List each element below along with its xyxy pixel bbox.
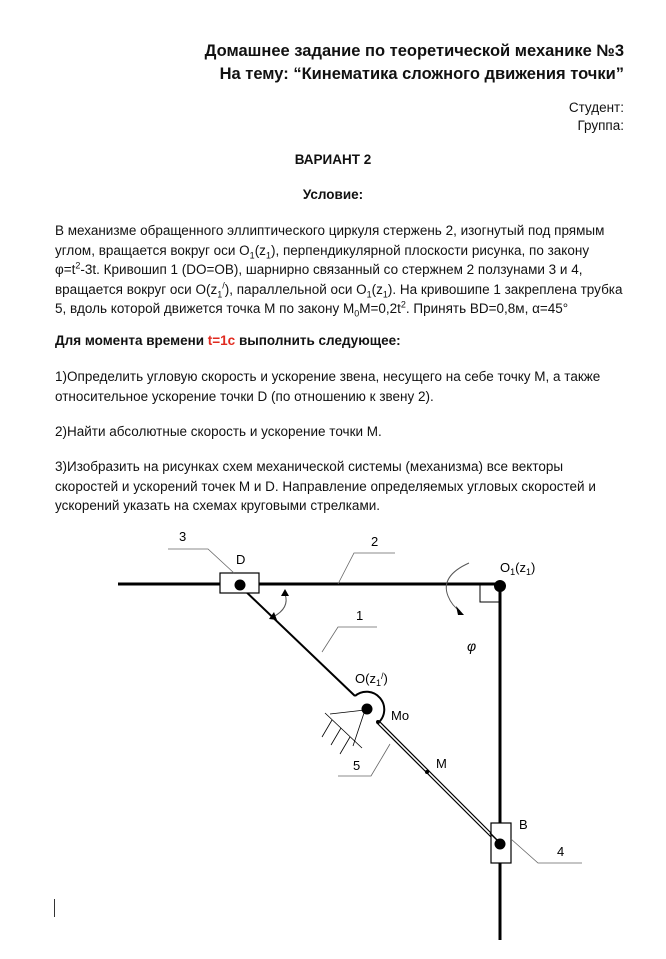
label-angle-phi: φ <box>467 638 477 654</box>
superscript: 2 <box>400 299 406 310</box>
text-run: M=0,2t <box>359 301 401 316</box>
task-line: 1)Определить угловую скорость и ускорение звена, несущего на себе точку M, а также <box>55 369 601 384</box>
text-run: (z <box>254 242 266 258</box>
alpha-arc <box>273 594 286 617</box>
tube-5-end <box>376 720 380 724</box>
subscript: 0 <box>354 308 360 319</box>
text-run: O(z <box>355 671 376 686</box>
label-axis-O1 <box>500 560 535 577</box>
text-run: ) <box>383 671 388 686</box>
task-line: ускорений указать на схемах круговыми стрелками. <box>55 498 381 513</box>
text-run: . Принять BD=0,8м, α=45° <box>405 301 569 316</box>
text-run: O <box>500 560 511 575</box>
text-run: ). На кривошипе 1 закреплена трубка <box>387 281 623 297</box>
crank-1 <box>240 586 355 696</box>
subscript: 1 <box>249 250 255 261</box>
text-run: (z <box>515 560 526 575</box>
text-run: φ=t <box>55 262 76 277</box>
superscript: / <box>380 671 384 681</box>
text-run: Для момента времени <box>55 333 208 348</box>
phi-arc-arrow <box>446 563 469 611</box>
text-run: ), перпендикулярной плоскости рисунка, по закону <box>270 242 590 258</box>
leader-1 <box>322 627 377 652</box>
student-label: Студент: <box>568 100 624 115</box>
pivot-O1 <box>494 580 506 592</box>
leader-5 <box>338 744 390 776</box>
text-run: ), параллельной оси O <box>224 281 367 297</box>
text-run: выполнить следующее: <box>235 333 401 348</box>
text-run: ) <box>531 560 536 575</box>
task-line: 3)Изобразить на рисунках схем механической системы (механизма) все векторы <box>55 459 564 474</box>
label-point-B: B <box>519 817 528 832</box>
phi-arrowhead-icon <box>456 606 464 615</box>
text-run: (z <box>371 281 383 297</box>
subscript: 1 <box>265 250 271 261</box>
label-part-3: 3 <box>179 529 187 544</box>
task-line: относительное ускорение точки D (по отношению к звену 2). <box>55 388 434 404</box>
subscript: 1 <box>217 289 223 300</box>
alpha-arrowhead-up-icon <box>281 589 289 596</box>
leader-4 <box>511 839 582 863</box>
text-run: 5, вдоль которой движется точка M по закону M <box>55 301 355 316</box>
subscript: 1 <box>525 567 531 577</box>
leader-3 <box>168 549 234 573</box>
task-line: скоростей и ускорений точек M и D. Направление определяемых угловых скоростей и <box>55 478 596 494</box>
label-axis-O <box>355 671 388 688</box>
support-line <box>330 710 365 714</box>
group-label: Группа: <box>577 118 624 133</box>
support-hatch <box>340 737 350 754</box>
pivot-B <box>495 839 506 850</box>
support-hatch <box>322 720 332 737</box>
variant-heading: ВАРИАНТ 2 <box>294 152 372 167</box>
superscript: / <box>222 280 225 290</box>
condition-line: В механизме обращенного эллиптического циркуля стержень 2, изогнутый под прямым <box>55 223 605 238</box>
pivot-O <box>362 704 373 715</box>
leader-2 <box>338 553 395 584</box>
tube-5-inner <box>379 723 497 841</box>
time-highlight: t=1c <box>207 333 236 348</box>
label-point-D: D <box>236 552 246 567</box>
label-part-4: 4 <box>557 844 565 859</box>
subscript: 1 <box>375 678 381 688</box>
label-part-5: 5 <box>353 758 361 773</box>
text-run: -3t. Кривошип 1 (DO=OB), шарнирно связанный со стержнем 2 ползунами 3 и 4, <box>80 262 583 277</box>
subscript: 1 <box>510 567 516 577</box>
text-run: вращается вокруг оси O(z <box>55 281 218 297</box>
label-point-M0: Mo <box>391 708 410 723</box>
label-point-M: M <box>436 756 447 771</box>
task-line: 2)Найти абсолютные скорость и ускорение точки M. <box>55 424 382 439</box>
document-subtitle: На тему: “Кинематика сложного движения точки” <box>219 65 624 83</box>
subscript: 1 <box>366 289 372 300</box>
condition-heading: Условие: <box>302 187 364 202</box>
subscript: 1 <box>382 289 388 300</box>
point-M <box>425 770 429 774</box>
document-title: Домашнее задание по теоретической механике №3 <box>204 42 624 60</box>
support-line <box>353 710 365 746</box>
text-cursor <box>54 899 55 917</box>
label-part-1: 1 <box>356 608 364 623</box>
pivot-D <box>235 580 246 591</box>
support-hatch <box>331 728 341 745</box>
label-part-2: 2 <box>371 534 379 549</box>
support-base <box>325 713 362 748</box>
text-run: углом, вращается вокруг оси O <box>55 242 250 258</box>
superscript: 2 <box>75 260 81 271</box>
